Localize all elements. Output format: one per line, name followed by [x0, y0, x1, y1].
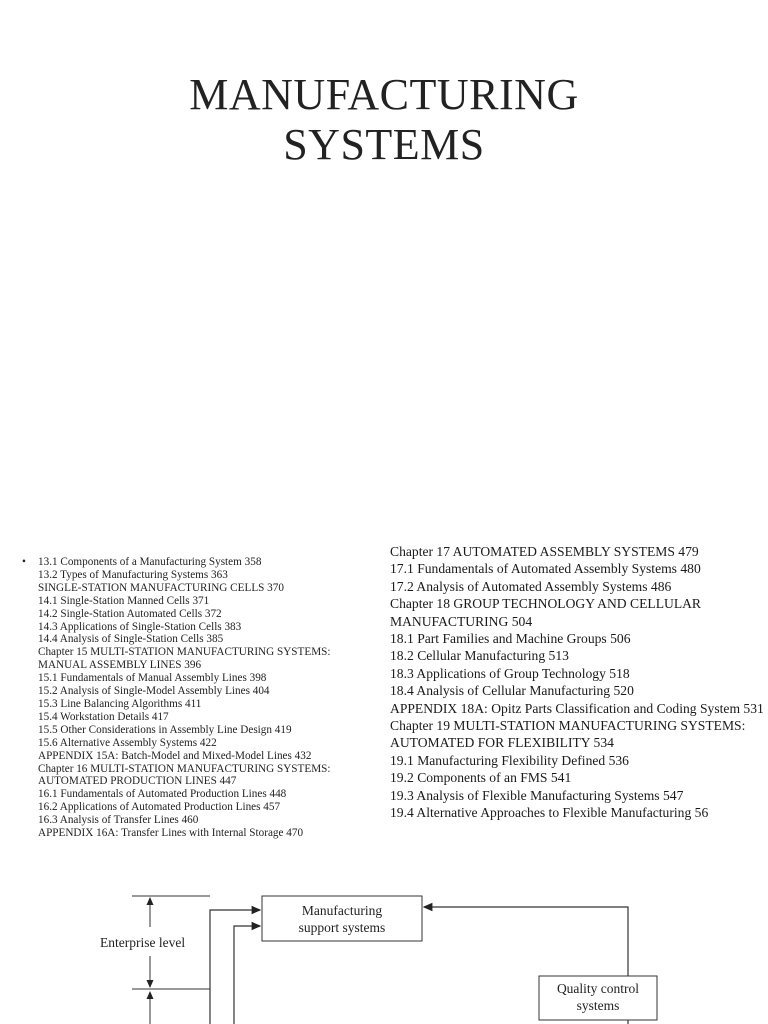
- support-box-line-1: Manufacturing: [301, 903, 383, 918]
- toc-left-entry: Chapter 15 MULTI-STATION MANUFACTURING SYSTEMS:: [38, 646, 331, 659]
- toc-left-entry: 15.2 Analysis of Single-Model Assembly Lines 404: [38, 685, 270, 698]
- toc-left-entry: SINGLE-STATION MANUFACTURING CELLS 370: [38, 581, 284, 594]
- toc-left-entry: Chapter 16 MULTI-STATION MANUFACTURING SYSTEMS:: [38, 762, 331, 775]
- enterprise-level-label: Enterprise level: [100, 935, 186, 950]
- toc-right-entry: 19.1 Manufacturing Flexibility Defined 536: [390, 752, 629, 768]
- feedback-line-right: [424, 907, 628, 976]
- toc-right-entry: 19.2 Components of an FMS 541: [390, 770, 572, 786]
- title-line-2: SYSTEMS: [283, 120, 485, 169]
- document-title: [0, 70, 768, 170]
- toc-left-entry: AUTOMATED PRODUCTION LINES 447: [38, 775, 237, 788]
- toc-right-entry: 18.4 Analysis of Cellular Manufacturing 520: [390, 683, 634, 699]
- toc-left-entry: 16.3 Analysis of Transfer Lines 460: [38, 814, 199, 827]
- toc-right-entry: Chapter 19 MULTI-STATION MANUFACTURING SYSTEMS: AUTOMATED FOR FLEXIBILITY 534: [390, 718, 746, 751]
- quality-box-line-1: Quality control: [556, 981, 640, 996]
- toc-right-entry: 19.4 Alternative Approaches to Flexible Manufacturing 56: [390, 805, 709, 821]
- toc-left-entry: 13.2 Types of Manufacturing Systems 363: [38, 568, 228, 581]
- toc-left-entry: 14.1 Single-Station Manned Cells 371: [38, 594, 210, 607]
- toc-right-entry: Chapter 17 AUTOMATED ASSEMBLY SYSTEMS 479: [390, 544, 699, 559]
- toc-right-entry: 18.1 Part Families and Machine Groups 506: [390, 631, 631, 647]
- toc-left-column: [22, 556, 362, 840]
- quality-box-line-2: systems: [576, 998, 620, 1013]
- manufacturing-system-diagram: [0, 880, 768, 1024]
- toc-right-entry: 17.1 Fundamentals of Automated Assembly Systems 480: [390, 561, 701, 577]
- toc-left-entry: APPENDIX 15A: Batch-Model and Mixed-Model Lines 432: [38, 749, 312, 762]
- toc-right-entry: APPENDIX 18A: Opitz Parts Classification and Coding System 531: [390, 700, 764, 716]
- toc-right-entry: 17.2 Analysis of Automated Assembly Systems 486: [390, 578, 672, 594]
- toc-left-entries: [38, 556, 362, 840]
- left-input-line-1: [210, 910, 260, 1024]
- toc-left-entry: 13.1 Components of a Manufacturing System 358: [38, 556, 262, 568]
- toc-left-entry: MANUAL ASSEMBLY LINES 396: [38, 659, 202, 672]
- toc-right-entry: 18.3 Applications of Group Technology 518: [390, 665, 630, 681]
- toc-left-entry: 16.1 Fundamentals of Automated Production Lines 448: [38, 788, 287, 801]
- support-box-line-2: support systems: [298, 920, 386, 935]
- toc-right-entry: 19.3 Analysis of Flexible Manufacturing Systems 547: [390, 787, 684, 803]
- bullet-marker: •: [22, 556, 26, 568]
- toc-left-entry: 14.2 Single-Station Automated Cells 372: [38, 607, 222, 620]
- toc-left-entry: 14.3 Applications of Single-Station Cells 383: [38, 620, 242, 633]
- left-input-line-2: [234, 926, 260, 1024]
- toc-left-entry: 16.2 Applications of Automated Production Lines 457: [38, 801, 281, 814]
- toc-left-entry: 15.4 Workstation Details 417: [38, 710, 169, 723]
- toc-left-entry: 15.1 Fundamentals of Manual Assembly Lines 398: [38, 672, 267, 685]
- toc-left-entry: 15.5 Other Considerations in Assembly Line Design 419: [38, 723, 292, 736]
- toc-left-entry: 15.6 Alternative Assembly Systems 422: [38, 736, 217, 749]
- toc-right-entry: 18.2 Cellular Manufacturing 513: [390, 648, 569, 664]
- toc-right-column: [390, 543, 765, 822]
- toc-left-entry: 15.3 Line Balancing Algorithms 411: [38, 697, 202, 710]
- title-line-1: MANUFACTURING: [189, 70, 579, 119]
- toc-left-entry: APPENDIX 16A: Transfer Lines with Internal Storage 470: [38, 827, 304, 840]
- toc-left-entry: 14.4 Analysis of Single-Station Cells 385: [38, 633, 224, 646]
- toc-right-entry: Chapter 18 GROUP TECHNOLOGY AND CELLULAR MANUFACTURING 504: [390, 596, 702, 629]
